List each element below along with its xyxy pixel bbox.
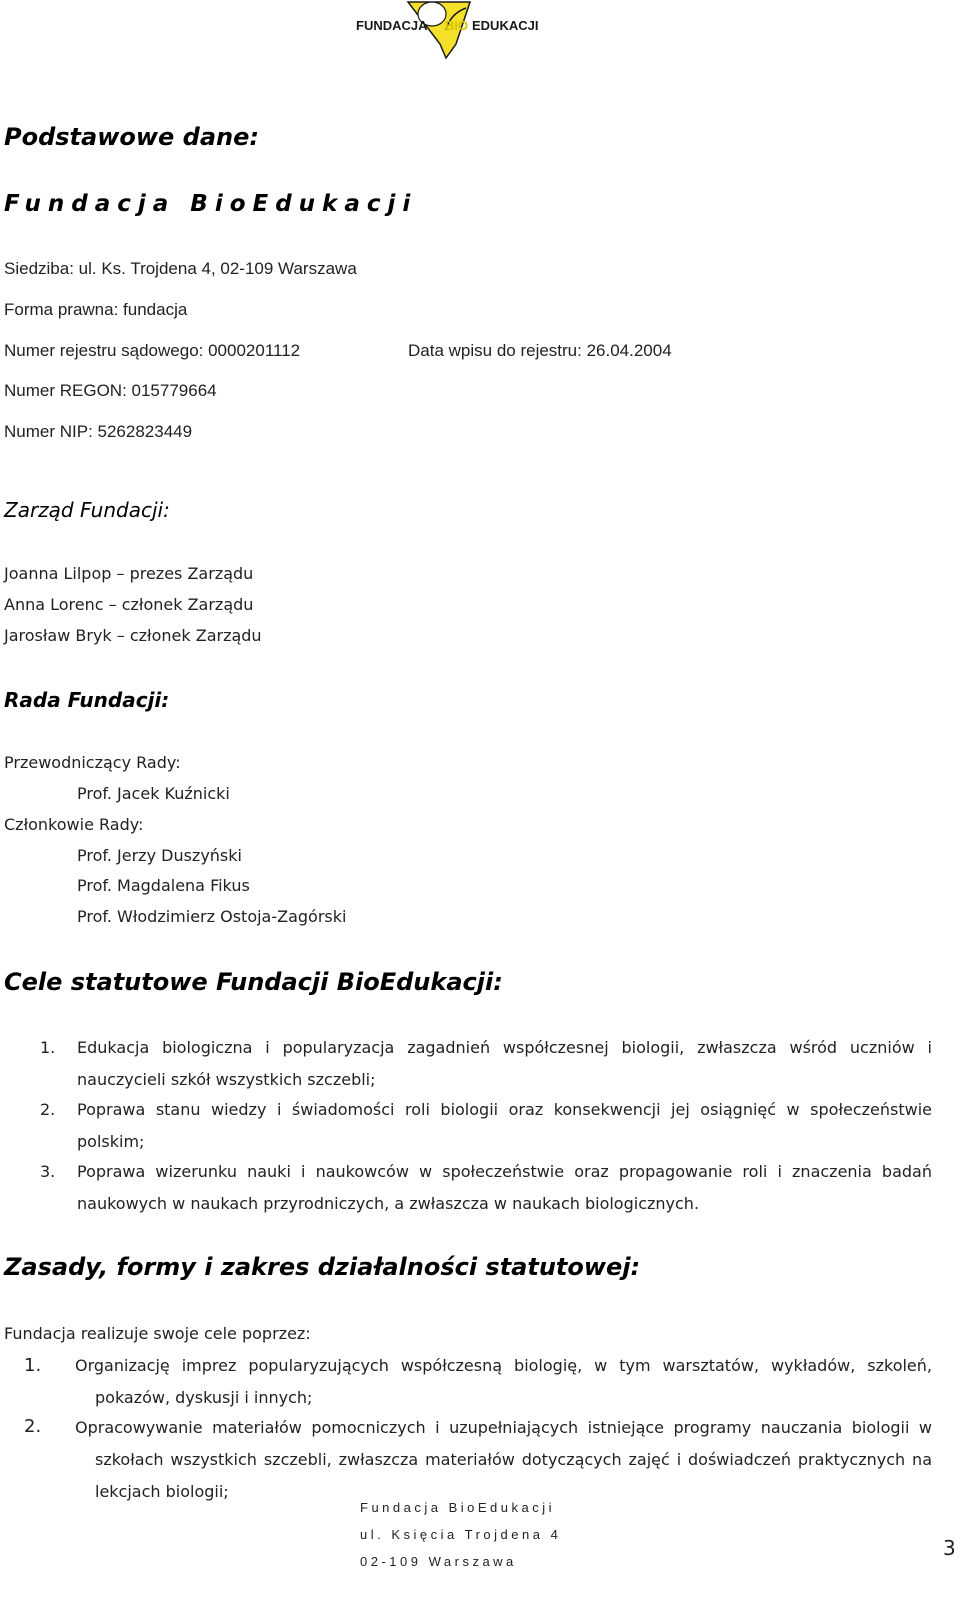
council-chair: Prof. Jacek Kuźnicki	[77, 784, 230, 803]
goal-text: Poprawa wizerunku nauki i naukowców w społeczeństwie oraz propagowanie roli i znaczenia badań naukowych w naukach przyrodniczych, a zwłaszcza w naukach biologicznych.	[77, 1162, 932, 1213]
nip-number: Numer NIP: 5262823449	[4, 422, 193, 441]
regon-number: Numer REGON: 015779664	[4, 381, 217, 400]
activity-number: 1.	[24, 1355, 42, 1376]
footer-city: 02-109 Warszawa	[360, 1554, 517, 1569]
goal-text: Poprawa stanu wiedzy i świadomości roli biologii oraz konsekwencji jej osiągnięć w społeczeństwie polskim;	[77, 1100, 932, 1151]
foundation-name: Fundacja BioEdukacji	[4, 191, 418, 217]
heading-goals: Cele statutowe Fundacji BioEdukacji:	[4, 968, 503, 996]
heading-activities: Zasady, formy i zakres działalności statutowej:	[4, 1253, 641, 1281]
heading-basic-data: Podstawowe dane:	[4, 123, 260, 151]
council-members-label: Członkowie Rady:	[4, 815, 144, 834]
logo-text-left: FUNDACJA	[356, 18, 428, 33]
goal-number: 1.	[40, 1038, 56, 1057]
goal-text: Edukacja biologiczna i popularyzacja zagadnień współczesnej biologii, zwłaszcza wśród uczniów i nauczycieli szkół wszystkich szczebli;	[77, 1038, 932, 1089]
activity-text: Organizację imprez popularyzujących współczesną biologię, w tym warsztatów, wykładów, szkoleń, pokazów, dyskusji i innych;	[75, 1356, 932, 1407]
footer-foundation-name: Fundacja BioEdukacji	[360, 1500, 556, 1515]
council-member: Prof. Jerzy Duszyński	[77, 846, 242, 865]
register-date: Data wpisu do rejestru: 26.04.2004	[408, 341, 672, 360]
legal-form: Forma prawna: fundacja	[4, 300, 188, 319]
heading-board: Zarząd Fundacji:	[4, 498, 170, 522]
logo-text-right: EDUKACJI	[472, 18, 539, 33]
council-chair-label: Przewodniczący Rady:	[4, 753, 181, 772]
footer-street: ul. Księcia Trojdena 4	[360, 1527, 562, 1542]
council-member: Prof. Włodzimierz Ostoja-Zagórski	[77, 907, 347, 926]
heading-council: Rada Fundacji:	[4, 688, 170, 712]
page-number: 3	[943, 1536, 956, 1560]
council-member: Prof. Magdalena Fikus	[77, 876, 250, 895]
goal-number: 2.	[40, 1100, 56, 1119]
goal-number: 3.	[40, 1162, 56, 1181]
court-register-number: Numer rejestru sądowego: 0000201112	[4, 341, 301, 360]
board-member: Jarosław Bryk – członek Zarządu	[4, 626, 262, 645]
seat: Siedziba: ul. Ks. Trojdena 4, 02-109 Warszawa	[4, 259, 357, 278]
logo-text-mid: BIO	[445, 18, 469, 33]
activities-intro: Fundacja realizuje swoje cele poprzez:	[4, 1324, 311, 1343]
activity-text: Opracowywanie materiałów pomocniczych i uzupełniających istniejące programy nauczania biologii w szkołach wszystkich szczebli, zwłaszcza materiałów dotyczących zajęć i doświadczeń praktycznych na lekcjach biologii;	[75, 1418, 932, 1501]
board-member: Joanna Lilpop – prezes Zarządu	[4, 564, 254, 583]
activity-number: 2.	[24, 1416, 42, 1437]
board-member: Anna Lorenc – członek Zarządu	[4, 595, 254, 614]
foundation-logo	[350, 0, 560, 64]
